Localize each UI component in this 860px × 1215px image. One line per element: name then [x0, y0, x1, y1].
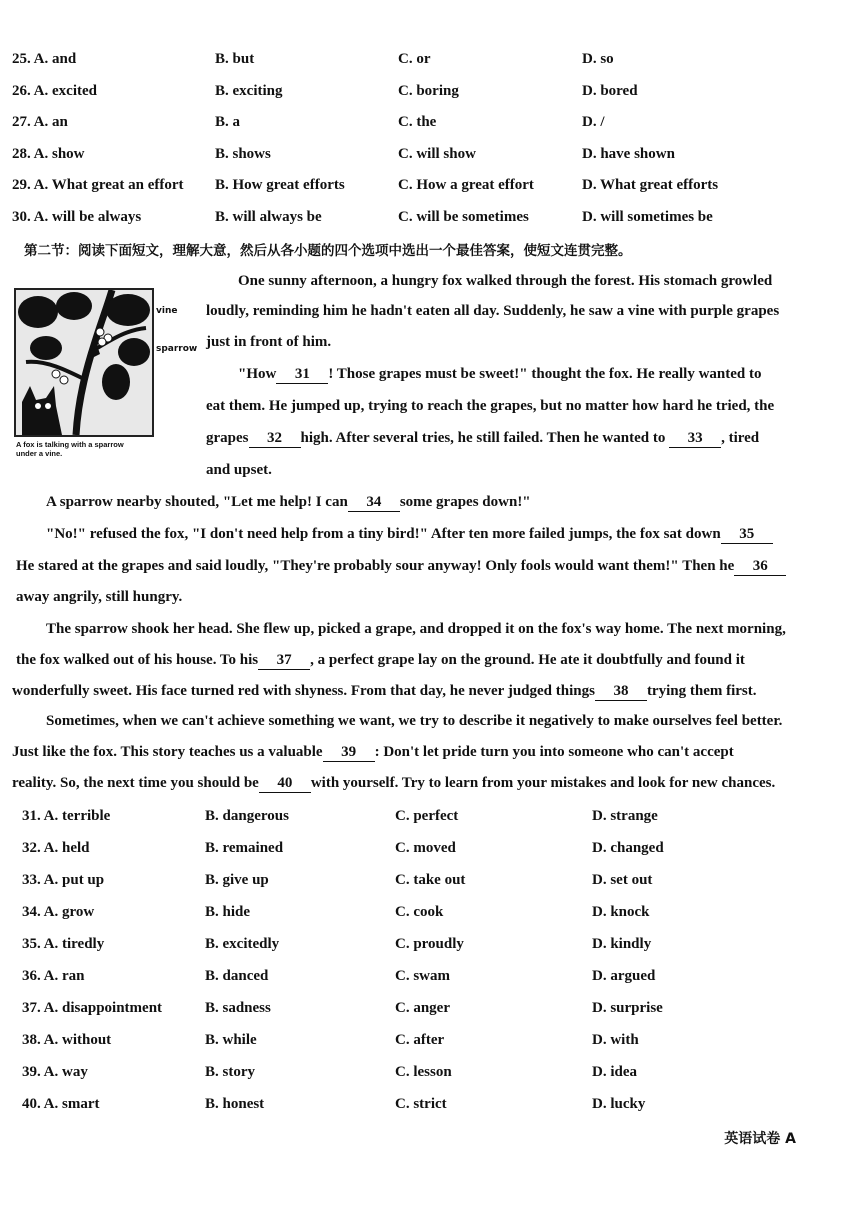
answer-option-c[interactable]: C. will show — [398, 145, 476, 162]
answer-option-c[interactable]: C. How a great effort — [398, 177, 534, 194]
question-row — [0, 933, 860, 957]
blank-36[interactable]: 36 — [734, 557, 786, 576]
question-row — [0, 80, 860, 104]
answer-option-a[interactable]: 33. A. put up — [22, 872, 105, 888]
answer-option-c[interactable]: C. strict — [395, 1096, 447, 1112]
answer-option-a[interactable]: 35. A. tiredly — [22, 936, 105, 952]
answer-option-d[interactable]: D. surprise — [592, 1000, 663, 1016]
page-footer: 英语试卷 A — [724, 1131, 796, 1147]
passage-line: away angrily, still hungry. — [16, 589, 183, 605]
answer-option-b[interactable]: B. excitedly — [205, 936, 280, 952]
answer-option-a[interactable]: 28. A. show — [12, 145, 85, 162]
answer-option-c[interactable]: C. take out — [395, 872, 466, 888]
passage-line: wonderfully sweet. His face turned red with shyness. From that day, he never judged things 38 trying them first. — [12, 683, 757, 699]
answer-option-b[interactable]: B. story — [205, 1064, 255, 1080]
answer-option-c[interactable]: C. will be sometimes — [398, 209, 529, 225]
answer-option-b[interactable]: B. will always be — [215, 209, 322, 225]
question-row — [0, 1061, 860, 1085]
passage-line: just in front of him. — [206, 334, 332, 350]
answer-option-c[interactable]: C. anger — [395, 1000, 450, 1016]
question-row — [0, 1093, 860, 1117]
vine-illustration-icon — [16, 290, 152, 435]
sparrow-label: sparrow — [156, 344, 198, 354]
answer-option-a[interactable]: 31. A. terrible — [22, 808, 111, 824]
answer-option-b[interactable]: B. honest — [205, 1096, 265, 1112]
passage-line: "No!" refused the fox, "I don't need help from a tiny bird!" After ten more failed jumps, the fox sat down 35 — [46, 523, 773, 545]
passage-line: One sunny afternoon, a hungry fox walked through the forest. His stomach growled — [238, 273, 773, 289]
blank-39[interactable]: 39 — [323, 743, 375, 762]
blank-31[interactable]: 31 — [276, 365, 328, 384]
answer-option-a[interactable]: 37. A. disappointment — [22, 1000, 163, 1016]
answer-option-d[interactable]: D. strange — [592, 808, 658, 824]
section-instruction: 第二节：阅读下面短文，理解大意，然后从各小题的四个选项中选出一个最佳答案，使短文连贯完整。 — [24, 243, 632, 259]
answer-option-a[interactable]: 27. A. an — [12, 114, 68, 131]
answer-option-a[interactable]: 30. A. will be always — [12, 209, 142, 225]
answer-option-b[interactable]: B. exciting — [215, 82, 283, 99]
passage-line: The sparrow shook her head. She flew up, picked a grape, and dropped it on the fox's way home. The next morning, — [46, 621, 786, 637]
answer-option-b[interactable]: B. dangerous — [205, 808, 289, 824]
question-row — [0, 174, 860, 198]
answer-option-c[interactable]: C. after — [395, 1032, 445, 1048]
answer-option-d[interactable]: D. / — [582, 114, 605, 131]
answer-option-a[interactable]: 32. A. held — [22, 840, 90, 856]
answer-option-c[interactable]: C. moved — [395, 840, 456, 856]
answer-option-d[interactable]: D. kindly — [592, 936, 652, 952]
answer-option-a[interactable]: 25. A. and — [12, 51, 77, 67]
answer-option-b[interactable]: B. while — [205, 1032, 257, 1048]
passage-line: A sparrow nearby shouted, "Let me help! I can 34 some grapes down!" — [46, 494, 531, 510]
figure-caption: A fox is talking with a sparrow under a vine. — [16, 440, 124, 458]
passage-line: reality. So, the next time you should be 40 with yourself. Try to learn from your mistakes and look for new chances. — [12, 775, 776, 791]
answer-option-d[interactable]: D. changed — [592, 840, 664, 856]
blank-34[interactable]: 34 — [348, 493, 400, 512]
question-row — [0, 1029, 860, 1053]
answer-option-d[interactable]: D. argued — [592, 968, 656, 984]
blank-33[interactable]: 33 — [669, 429, 721, 448]
answer-option-d[interactable]: D. knock — [592, 904, 650, 920]
passage-line: and upset. — [206, 462, 272, 478]
answer-option-d[interactable]: D. with — [592, 1032, 639, 1048]
passage-line: eat them. He jumped up, trying to reach the grapes, but no matter how hard he tried, the — [206, 398, 775, 414]
answer-option-a[interactable]: 34. A. grow — [22, 904, 95, 920]
question-row — [0, 206, 860, 230]
answer-option-b[interactable]: B. but — [215, 51, 255, 67]
answer-option-d[interactable]: D. What great efforts — [582, 177, 719, 194]
answer-option-a[interactable]: 36. A. ran — [22, 968, 85, 984]
answer-option-c[interactable]: C. swam — [395, 968, 450, 984]
answer-option-d[interactable]: D. have shown — [582, 145, 675, 162]
question-row — [0, 997, 860, 1021]
answer-option-a[interactable]: 40. A. smart — [22, 1096, 100, 1112]
answer-option-c[interactable]: C. or — [398, 51, 431, 67]
answer-option-c[interactable]: C. lesson — [395, 1064, 452, 1080]
answer-option-c[interactable]: C. perfect — [395, 808, 459, 824]
question-row — [0, 869, 860, 893]
answer-option-b[interactable]: B. a — [215, 114, 241, 131]
answer-option-d[interactable]: D. set out — [592, 872, 653, 888]
answer-option-b[interactable]: B. sadness — [205, 1000, 271, 1016]
answer-option-b[interactable]: B. danced — [205, 968, 269, 984]
question-row — [0, 837, 860, 861]
question-row — [0, 805, 860, 829]
question-row — [0, 111, 860, 135]
answer-option-a[interactable]: 29. A. What great an effort — [12, 177, 184, 194]
answer-option-b[interactable]: B. remained — [205, 840, 284, 856]
blank-38[interactable]: 38 — [595, 682, 647, 701]
answer-option-d[interactable]: D. will sometimes be — [582, 209, 713, 225]
question-row — [0, 965, 860, 989]
passage-line: Sometimes, when we can't achieve something we want, we try to describe it negatively to make ourselves feel better. — [46, 713, 783, 729]
answer-option-b[interactable]: B. give up — [205, 872, 269, 888]
answer-option-c[interactable]: C. proudly — [395, 936, 464, 952]
passage-line: "How 31 ! Those grapes must be sweet!" thought the fox. He really wanted to — [238, 366, 762, 382]
answer-option-c[interactable]: C. the — [398, 114, 437, 131]
answer-option-a[interactable]: 39. A. way — [22, 1064, 88, 1080]
blank-35[interactable]: 35 — [721, 525, 773, 544]
question-row — [0, 901, 860, 925]
blank-32[interactable]: 32 — [249, 429, 301, 448]
vine-label: vine — [156, 306, 178, 316]
answer-option-a[interactable]: 38. A. without — [22, 1032, 112, 1048]
question-row — [0, 143, 860, 167]
answer-option-a[interactable]: 26. A. excited — [12, 82, 97, 99]
answer-option-b[interactable]: B. hide — [205, 904, 251, 920]
answer-option-d[interactable]: D. bored — [582, 82, 638, 99]
answer-option-c[interactable]: C. cook — [395, 904, 444, 920]
answer-option-b[interactable]: B. How great efforts — [215, 177, 345, 194]
blank-40[interactable]: 40 — [259, 774, 311, 793]
answer-option-b[interactable]: B. shows — [215, 145, 271, 162]
passage-line: loudly, reminding him he hadn't eaten all day. Suddenly, he saw a vine with purple grapes — [206, 303, 780, 319]
question-row — [0, 48, 860, 72]
answer-option-c[interactable]: C. boring — [398, 82, 459, 99]
answer-option-d[interactable]: D. so — [582, 51, 614, 67]
answer-option-d[interactable]: D. idea — [592, 1064, 637, 1080]
passage-line: Just like the fox. This story teaches us a valuable 39 : Don't let pride turn you into someone who can't accept — [12, 744, 734, 760]
answer-option-d[interactable]: D. lucky — [592, 1096, 646, 1112]
blank-37[interactable]: 37 — [258, 651, 310, 670]
passage-line: He stared at the grapes and said loudly, "They're probably sour anyway! Only fools would want them!" Then he 36 — [16, 555, 786, 577]
passage-line: the fox walked out of his house. To his 37 , a perfect grape lay on the ground. He ate it doubtfully and found it — [16, 652, 745, 668]
passage-line: grapes 32 high. After several tries, he still failed. Then he wanted to 33 , tired — [206, 430, 760, 446]
fox-sparrow-illustration — [14, 288, 154, 437]
